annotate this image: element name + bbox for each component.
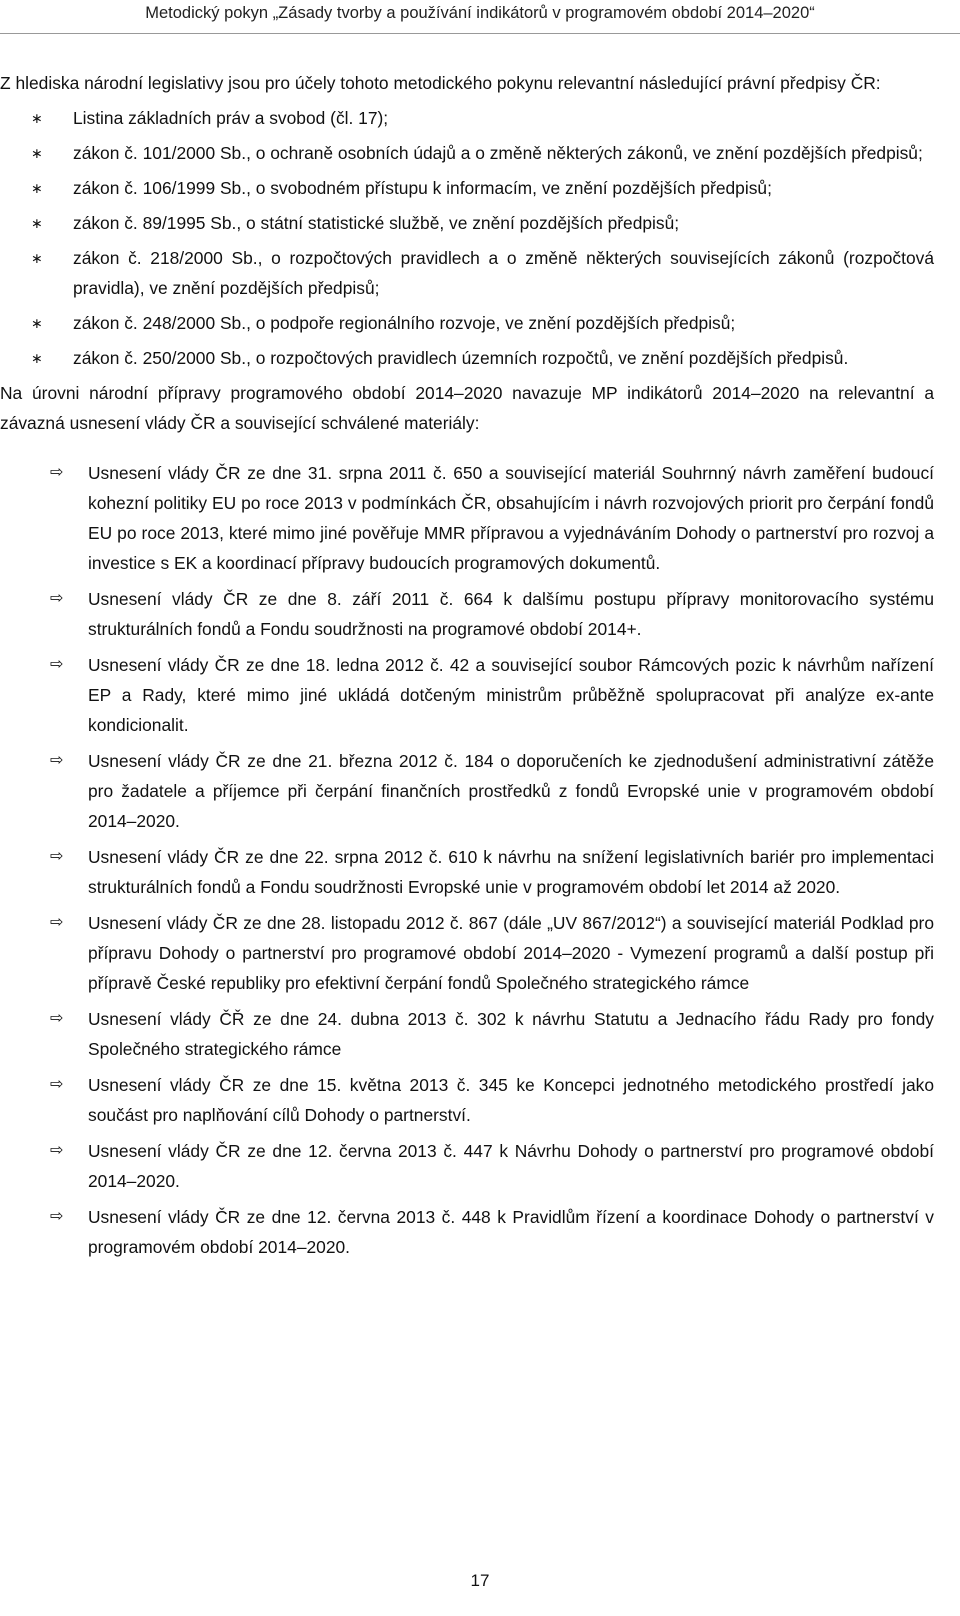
star-bullet-icon: ∗: [31, 180, 43, 196]
list-item: ⇨ Usnesení vlády ČR ze dne 12. června 2013 č. 448 k Pravidlům řízení a koordinace Dohody o partnerství v programovém období 2014–2020.: [0, 1202, 934, 1262]
list-item: ∗ zákon č. 250/2000 Sb., o rozpočtových pravidlech územních rozpočtů, ve znění pozdějších předpisů.: [0, 343, 934, 373]
arrow-bullet-icon: ⇨: [50, 1010, 64, 1027]
list-item: ⇨ Usnesení vlády ČR ze dne 31. srpna 2011 č. 650 a související materiál Souhrnný návrh zaměření budoucí kohezní politiky EU po roce 2013 v podmínkách ČR, obsahujícím i návrh rozvojových priorit pro čerpání fondů EU po roce 2013, které mimo jiné pověřuje MMR přípravou a vyjednáváním Dohody o partnerství pro rozvoj a investice s EK a koordinací přípravy budoucích programových dokumentů.: [0, 458, 934, 578]
arrow-bullet-icon: ⇨: [50, 752, 64, 769]
star-bullet-icon: ∗: [31, 315, 43, 331]
star-bullet-icon: ∗: [31, 215, 43, 231]
arrow-bullet-icon: ⇨: [50, 848, 64, 865]
page-number: 17: [470, 1571, 490, 1590]
star-bullet-icon: ∗: [31, 350, 43, 366]
legislation-intro: Z hlediska národní legislativy jsou pro účely tohoto metodického pokynu relevantní následující právní předpisy ČR:: [0, 73, 881, 93]
list-item: ⇨ Usnesení vlády ČR ze dne 8. září 2011 č. 664 k dalšímu postupu přípravy monitorovacího systému strukturálních fondů a Fondu soudržnosti na programové období 2014+.: [0, 584, 934, 644]
list-item: ⇨ Usnesení vlády ČR ze dne 18. ledna 2012 č. 42 a související soubor Rámcových pozic k návrhům nařízení EP a Rady, které mimo jiné ukládá dotčeným ministrům průběžně spolupracovat při analýze ex-ante kondicionalit.: [0, 650, 934, 740]
arrow-bullet-icon: ⇨: [50, 1076, 64, 1093]
star-bullet-icon: ∗: [31, 110, 43, 126]
list-item: ∗ zákon č. 106/1999 Sb., o svobodném přístupu k informacím, ve znění pozdějších předpisů;: [0, 173, 934, 203]
arrow-bullet-icon: ⇨: [50, 464, 64, 481]
list-item: ∗ zákon č. 218/2000 Sb., o rozpočtových pravidlech a o změně některých souvisejících zákonů (rozpočtová pravidla), ve znění pozdějších předpisů;: [0, 243, 934, 303]
laws-list: [0, 103, 934, 373]
list-item: ⇨ Usnesení vlády ČR ze dne 22. srpna 2012 č. 610 k návrhu na snížení legislativních bariér pro implementaci strukturálních fondů a Fondu soudržnosti Evropské unie v programovém období let 2014 až 2020.: [0, 842, 934, 902]
resolutions-list: [0, 458, 934, 1262]
list-item: ∗ zákon č. 248/2000 Sb., o podpoře regionálního rozvoje, ve znění pozdějších předpisů;: [0, 308, 934, 338]
list-item: ∗ zákon č. 89/1995 Sb., o státní statistické službě, ve znění pozdějších předpisů;: [0, 208, 934, 238]
list-item: ∗ Listina základních práv a svobod (čl. 17);: [0, 103, 934, 133]
header-rule: [0, 33, 960, 34]
arrow-bullet-icon: ⇨: [50, 1208, 64, 1225]
list-item: ∗ zákon č. 101/2000 Sb., o ochraně osobních údajů a o změně některých zákonů, ve znění pozdějších předpisů;: [0, 138, 934, 168]
list-item: ⇨ Usnesení vlády ČR ze dne 28. listopadu 2012 č. 867 (dále „UV 867/2012“) a související materiál Podklad pro přípravu Dohody o partnerství pro programové období 2014–2020 - Vymezení programů a další postup při přípravě České republiky pro efektivní čerpání fondů Společného strategického rámce: [0, 908, 934, 998]
list-item: ⇨ Usnesení vlády ČŘ ze dne 24. dubna 2013 č. 302 k návrhu Statutu a Jednacího řádu Rady pro fondy Společného strategického rámce: [0, 1004, 934, 1064]
list-item: ⇨ Usnesení vlády ČR ze dne 15. května 2013 č. 345 ke Koncepci jednotného metodického prostředí jako součást pro naplňování cílů Dohody o partnerství.: [0, 1070, 934, 1130]
arrow-bullet-icon: ⇨: [50, 590, 64, 607]
arrow-bullet-icon: ⇨: [50, 656, 64, 673]
arrow-bullet-icon: ⇨: [50, 914, 64, 931]
running-header: Metodický pokyn „Zásady tvorby a používání indikátorů v programovém období 2014–2020“: [145, 4, 815, 22]
page-content: [0, 68, 934, 1268]
star-bullet-icon: ∗: [31, 145, 43, 161]
arrow-bullet-icon: ⇨: [50, 1142, 64, 1159]
list-item: ⇨ Usnesení vlády ČR ze dne 21. března 2012 č. 184 o doporučeních ke zjednodušení administrativní zátěže pro žadatele a příjemce při čerpání finančních prostředků z fondů Evropské unie v programovém období 2014–2020.: [0, 746, 934, 836]
resolutions-intro: Na úrovni národní přípravy programového období 2014–2020 navazuje MP indikátorů 2014–2020 na relevantní a závazná usnesení vlády ČR a související schválené materiály:: [0, 383, 934, 433]
star-bullet-icon: ∗: [31, 250, 43, 266]
list-item: ⇨ Usnesení vlády ČR ze dne 12. června 2013 č. 447 k Návrhu Dohody o partnerství pro programové období 2014–2020.: [0, 1136, 934, 1196]
